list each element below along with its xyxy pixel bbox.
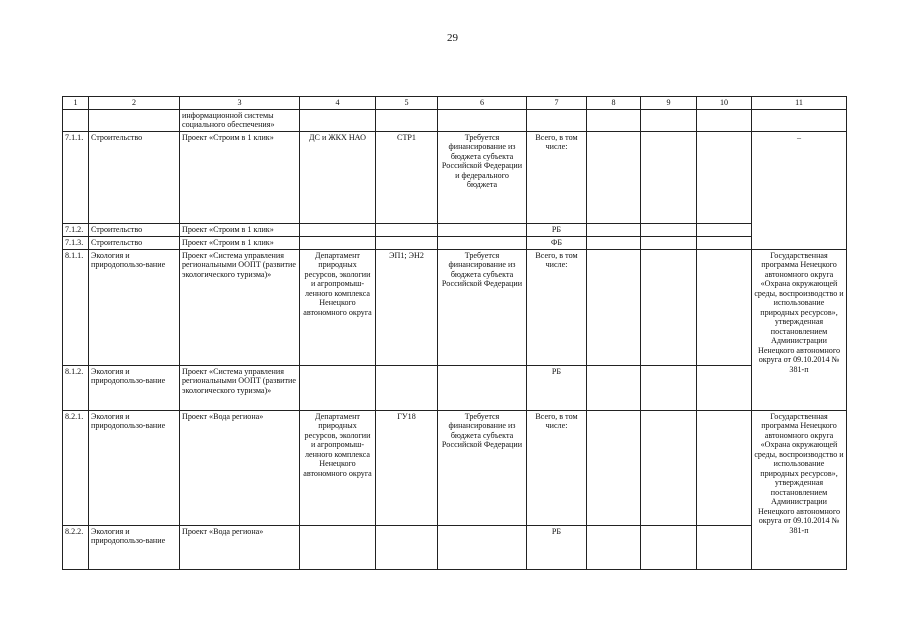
cell-budget: ФБ [527,237,587,250]
cell-col10 [697,224,752,237]
cell-sector: Строительство [89,224,180,237]
cell-col8 [587,526,641,570]
cell-project: Проект «Строим в 1 клик» [180,237,300,250]
table-row [63,132,847,224]
cell-executor [300,366,376,411]
column-header: 3 [180,97,300,110]
cell-project: Проект «Вода региона» [180,526,300,570]
cell-sector: Экология и природопользо-вание [89,526,180,570]
column-header: 1 [63,97,89,110]
page-number: 29 [447,32,458,44]
cell-col9 [641,250,697,366]
cell-number: 7.1.3. [63,237,89,250]
cell-project: Проект «Вода региона» [180,411,300,526]
cell-col9 [641,110,697,132]
cell-sector: Экология и природопользо-вание [89,250,180,366]
cell-code [376,110,438,132]
cell-financing: Требуется финансирование из бюджета субъекта Российской Федерации [438,250,527,366]
cell-executor: Департамент природных ресурсов, экологии и агропромыш-ленного комплекса Ненецкого автономного округа [300,411,376,526]
cell-sector: Строительство [89,132,180,224]
cell-col10 [697,411,752,526]
column-header: 7 [527,97,587,110]
table-row [63,237,847,250]
cell-col10 [697,366,752,411]
cell-col9 [641,411,697,526]
cell-executor: Департамент природных ресурсов, экологии и агропромыш-ленного комплекса Ненецкого автономного округа [300,250,376,366]
cell-col8 [587,224,641,237]
cell-code [376,224,438,237]
cell-number: 7.1.2. [63,224,89,237]
cell-code [376,237,438,250]
cell-col8 [587,132,641,224]
cell-financing [438,366,527,411]
cell-sector [89,110,180,132]
column-header: 6 [438,97,527,110]
cell-financing [438,224,527,237]
cell-executor [300,237,376,250]
cell-budget: РБ [527,366,587,411]
cell-budget: Всего, в том числе: [527,132,587,224]
cell-code: ЭП1; ЭН2 [376,250,438,366]
cell-financing [438,237,527,250]
cell-financing [438,110,527,132]
cell-number [63,110,89,132]
table-row [63,411,847,526]
cell-project: информационной системы социального обеспечения» [180,110,300,132]
cell-number: 8.1.2. [63,366,89,411]
cell-sector: Строительство [89,237,180,250]
table-row [63,366,847,411]
column-header: 10 [697,97,752,110]
cell-number: 8.2.2. [63,526,89,570]
cell-executor [300,110,376,132]
cell-number: 8.2.1. [63,411,89,526]
table-row [63,110,847,132]
cell-col8 [587,366,641,411]
cell-project: Проект «Система управления региональными ООПТ (развитие экологического туризма)» [180,366,300,411]
cell-program: Государственная программа Ненецкого автономного округа «Охрана окружающей среды, воспроизводство и использование природных ресурсов», утвержденная постановлением Администрации Ненецкого автономного округа от 09.10.2014 № 381-п [752,411,847,570]
cell-col10 [697,250,752,366]
table-row [63,526,847,570]
cell-budget: Всего, в том числе: [527,411,587,526]
column-header: 4 [300,97,376,110]
cell-number: 7.1.1. [63,132,89,224]
column-header: 5 [376,97,438,110]
column-header: 8 [587,97,641,110]
cell-col9 [641,132,697,224]
column-header: 2 [89,97,180,110]
cell-budget [527,110,587,132]
cell-executor [300,526,376,570]
cell-budget: РБ [527,224,587,237]
cell-financing: Требуется финансирование из бюджета субъекта Российской Федерации и федерального бюджета [438,132,527,224]
cell-number: 8.1.1. [63,250,89,366]
cell-code [376,526,438,570]
cell-budget: РБ [527,526,587,570]
cell-sector: Экология и природопользо-вание [89,411,180,526]
cell-code: СТР1 [376,132,438,224]
cell-program [752,110,847,132]
table-row [63,250,847,366]
cell-code: ГУ18 [376,411,438,526]
cell-col9 [641,526,697,570]
cell-program: Государственная программа Ненецкого автономного округа «Охрана окружающей среды, воспроизводство и использование природных ресурсов», утвержденная постановлением Администрации Ненецкого автономного округа от 09.10.2014 № 381-п [752,250,847,411]
cell-executor: ДС и ЖКХ НАО [300,132,376,224]
column-header: 9 [641,97,697,110]
column-header: 11 [752,97,847,110]
cell-financing: Требуется финансирование из бюджета субъекта Российской Федерации [438,411,527,526]
cell-col8 [587,411,641,526]
cell-col8 [587,250,641,366]
cell-code [376,366,438,411]
cell-col8 [587,110,641,132]
cell-budget: Всего, в том числе: [527,250,587,366]
cell-project: Проект «Строим в 1 клик» [180,224,300,237]
table-row [63,224,847,237]
cell-col8 [587,237,641,250]
cell-sector: Экология и природопользо-вание [89,366,180,411]
cell-project: Проект «Система управления региональными ООПТ (развитие экологического туризма)» [180,250,300,366]
cell-col9 [641,366,697,411]
cell-col9 [641,224,697,237]
cell-col10 [697,110,752,132]
cell-col10 [697,526,752,570]
cell-executor [300,224,376,237]
cell-project: Проект «Строим в 1 клик» [180,132,300,224]
projects-table [62,96,847,570]
cell-col10 [697,237,752,250]
header-row [63,97,847,110]
cell-program: – [752,132,847,250]
cell-col10 [697,132,752,224]
cell-financing [438,526,527,570]
cell-col9 [641,237,697,250]
